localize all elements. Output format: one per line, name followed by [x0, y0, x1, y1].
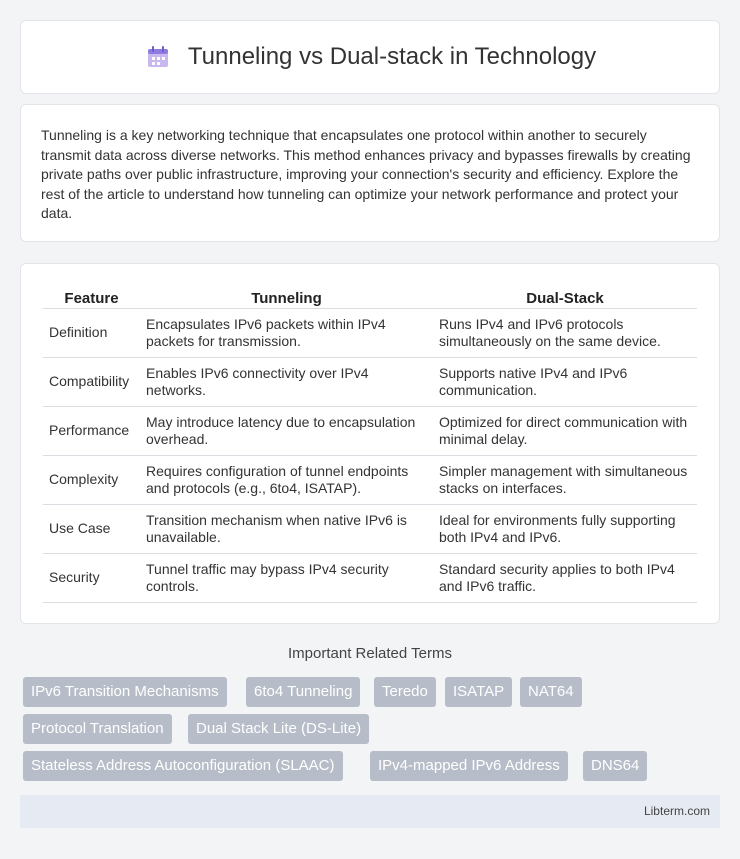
- comparison-table-card: [20, 263, 720, 624]
- tunneling-cell: Tunnel traffic may bypass IPv4 security controls.: [140, 554, 433, 603]
- feature-cell: Complexity: [43, 456, 140, 505]
- header-card: [20, 20, 720, 94]
- calendar-icon: [144, 43, 172, 71]
- related-term-tag[interactable]: IPv4-mapped IPv6 Address: [370, 751, 568, 781]
- intro-text: Tunneling is a key networking technique that encapsulates one protocol within another to securely transmit data across diverse networks. This method enhances privacy and bypasses firewalls by creating private paths over public infrastructure, improving your connection's security and efficiency. Explore the rest of the article to understand how tunneling can optimize your network performance and protect your data.: [41, 127, 691, 221]
- table-row: [43, 358, 697, 407]
- feature-cell: Compatibility: [43, 358, 140, 407]
- table-row: [43, 309, 697, 358]
- comparison-table: [43, 284, 697, 603]
- header-feature: Feature: [43, 284, 140, 309]
- dualstack-cell: Standard security applies to both IPv4 and IPv6 traffic.: [433, 554, 697, 603]
- table-row: [43, 554, 697, 603]
- tunneling-cell: May introduce latency due to encapsulation overhead.: [140, 407, 433, 456]
- related-term-tag[interactable]: ISATAP: [445, 677, 512, 707]
- footer: [20, 795, 720, 828]
- related-term-tag[interactable]: DNS64: [583, 751, 647, 781]
- dualstack-cell: Runs IPv4 and IPv6 protocols simultaneously on the same device.: [433, 309, 697, 358]
- dualstack-cell: Supports native IPv4 and IPv6 communication.: [433, 358, 697, 407]
- tunneling-cell: Encapsulates IPv6 packets within IPv4 packets for transmission.: [140, 309, 433, 358]
- tunneling-cell: Enables IPv6 connectivity over IPv4 networks.: [140, 358, 433, 407]
- feature-cell: Use Case: [43, 505, 140, 554]
- table-row: [43, 407, 697, 456]
- dualstack-cell: Optimized for direct communication with minimal delay.: [433, 407, 697, 456]
- footer-site-link[interactable]: Libterm.com: [643, 804, 710, 818]
- related-term-tag[interactable]: Teredo: [374, 677, 436, 707]
- related-term-tag[interactable]: Protocol Translation: [23, 714, 172, 744]
- related-term-tag[interactable]: Dual Stack Lite (DS-Lite): [188, 714, 369, 744]
- header-tunneling: Tunneling: [140, 284, 433, 309]
- related-terms-title: Important Related Terms: [288, 645, 452, 662]
- header-dualstack: Dual-Stack: [433, 284, 697, 309]
- feature-cell: Security: [43, 554, 140, 603]
- related-term-tag[interactable]: NAT64: [520, 677, 582, 707]
- dualstack-cell: Ideal for environments fully supporting both IPv4 and IPv6.: [433, 505, 697, 554]
- tunneling-cell: Requires configuration of tunnel endpoints and protocols (e.g., 6to4, ISATAP).: [140, 456, 433, 505]
- table-header-row: [43, 284, 697, 309]
- related-term-tag[interactable]: IPv6 Transition Mechanisms: [23, 677, 227, 707]
- tunneling-cell: Transition mechanism when native IPv6 is unavailable.: [140, 505, 433, 554]
- feature-cell: Definition: [43, 309, 140, 358]
- page-title: Tunneling vs Dual-stack in Technology: [187, 43, 597, 70]
- table-row: [43, 456, 697, 505]
- intro-card: [20, 104, 720, 242]
- dualstack-cell: Simpler management with simultaneous stacks on interfaces.: [433, 456, 697, 505]
- feature-cell: Performance: [43, 407, 140, 456]
- related-term-tag[interactable]: 6to4 Tunneling: [246, 677, 360, 707]
- related-term-tag[interactable]: Stateless Address Autoconfiguration (SLAAC): [23, 751, 343, 781]
- table-row: [43, 505, 697, 554]
